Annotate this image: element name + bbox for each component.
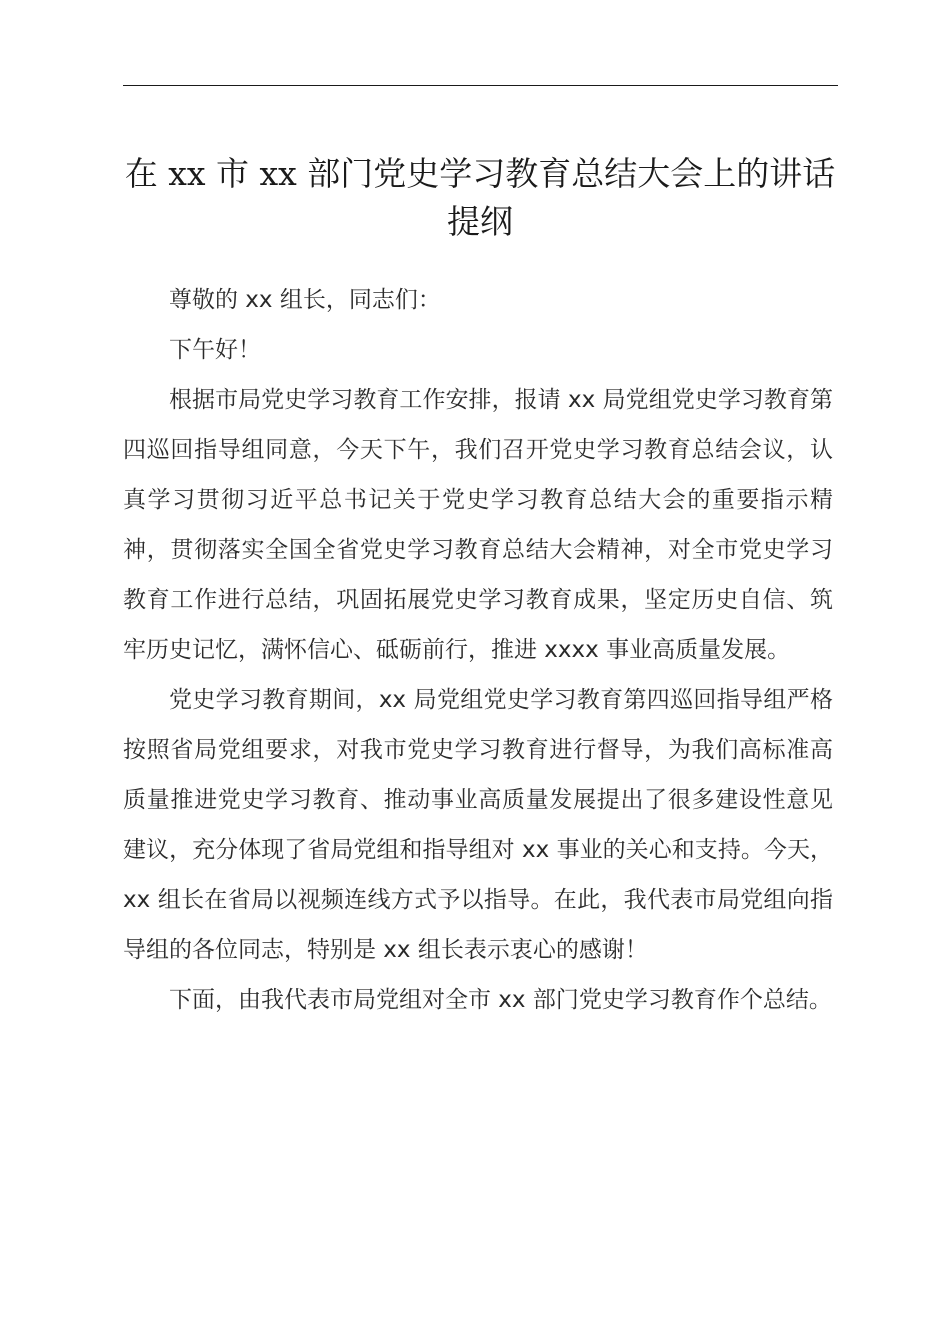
paragraph-transition: 下面，由我代表市局党组对全市 xx 部门党史学习教育作个总结。	[169, 987, 832, 1013]
salutation: 尊敬的 xx 组长，同志们：	[169, 287, 441, 313]
header-rule	[123, 85, 838, 86]
greeting: 下午好！	[169, 337, 261, 363]
document-body	[123, 275, 833, 1025]
paragraph-acknowledgement: 党史学习教育期间，xx 局党组党史学习教育第四巡回指导组严格按照省局党组要求，对我市党史学习教育进行督导，为我们高标准高质量推进党史学习教育、推动事业高质量发展提出了很多建设性意见建议，充分体现了省局党组和指导组对 xx 事业的关心和支持。今天，xx 组长在省局以视频连线方式予以指导。在此，我代表市局党组向指导组的各位同志，特别是 xx 组长表示衷心的感谢！	[123, 687, 833, 963]
paragraph-intro: 根据市局党史学习教育工作安排，报请 xx 局党组党史学习教育第四巡回指导组同意，今天下午，我们召开党史学习教育总结会议，认真学习贯彻习近平总书记关于党史学习教育总结大会的重要指示精神，贯彻落实全国全省党史学习教育总结大会精神，对全市党史学习教育工作进行总结，巩固拓展党史学习教育成果，坚定历史自信、筑牢历史记忆，满怀信心、砥砺前行，推进 xxxx 事业高质量发展。	[123, 387, 833, 663]
document-title: 在 xx 市 xx 部门党史学习教育总结大会上的讲话提纲	[124, 154, 836, 241]
